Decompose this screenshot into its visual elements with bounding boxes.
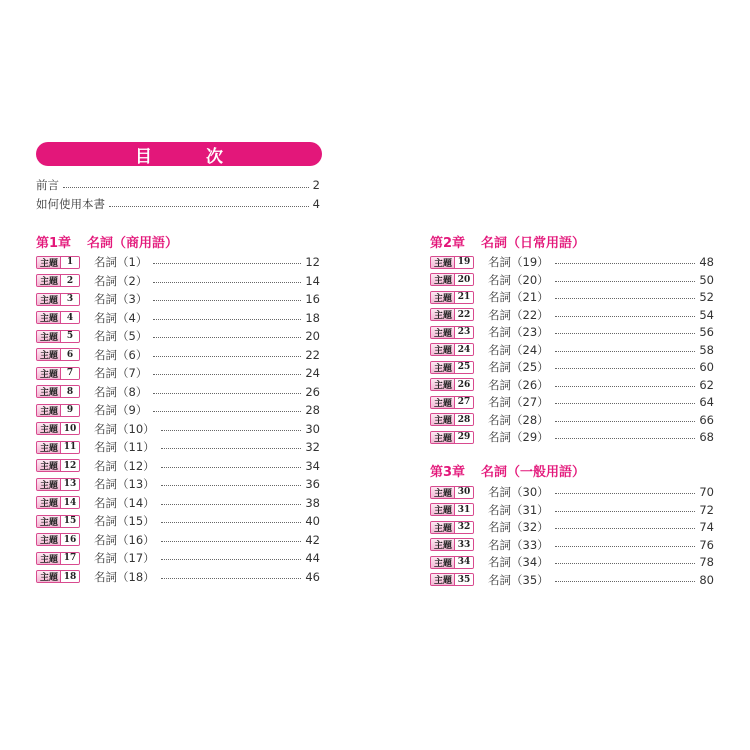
topic-badge-number: 35 (454, 574, 473, 585)
dot-leader (555, 546, 696, 547)
entry-title: 如何使用本書 (36, 197, 105, 211)
chapter-title: 名詞（一般用語） (481, 464, 586, 480)
topic-title: 名詞（7） (94, 366, 148, 380)
topic-badge (36, 478, 80, 491)
dot-leader (153, 356, 301, 357)
dot-leader (555, 421, 696, 422)
topic-badge-number: 22 (454, 309, 473, 320)
entry-page: 2 (312, 178, 320, 192)
topic-title: 名詞（15） (94, 514, 155, 528)
dot-leader (161, 578, 302, 579)
topic-badge (36, 348, 80, 361)
topic-badge (36, 311, 80, 324)
topic-row[interactable] (36, 310, 320, 326)
topic-badge (430, 413, 474, 426)
topic-badge-number: 5 (60, 331, 79, 342)
topic-title: 名詞（8） (94, 384, 148, 399)
topic-title: 名詞（1） (94, 255, 148, 269)
topic-page: 26 (305, 384, 320, 399)
topic-row[interactable] (36, 495, 320, 511)
topic-title: 名詞（10） (94, 421, 155, 436)
topic-page: 20 (305, 329, 320, 343)
entry-title: 前言 (36, 178, 59, 192)
topic-badge-number: 10 (60, 423, 79, 434)
topic-badge-label: 主題 (431, 327, 454, 338)
topic-badge-label: 主題 (431, 397, 454, 408)
topic-title: 名詞（4） (94, 310, 148, 325)
toc-heading-banner (36, 142, 322, 166)
topic-badge (430, 556, 474, 569)
topic-page: 48 (699, 255, 714, 269)
topic-title: 名詞（29） (488, 430, 549, 444)
dot-leader (555, 351, 696, 352)
topic-title: 名詞（22） (488, 307, 549, 322)
topic-badge-label: 主題 (431, 522, 454, 533)
topic-title: 名詞（30） (488, 485, 549, 499)
topic-badge-label: 主題 (431, 487, 454, 498)
chapter-title: 名詞（日常用語） (481, 235, 586, 251)
topic-title: 名詞（19） (488, 255, 549, 269)
topic-row[interactable] (36, 402, 320, 418)
topic-title: 名詞（3） (94, 292, 148, 306)
topic-badge-number: 3 (60, 294, 79, 305)
topic-badge-label: 主題 (431, 344, 454, 355)
topic-badge (430, 273, 474, 286)
chapter-heading (36, 231, 178, 251)
topic-list (36, 254, 320, 587)
dot-leader (161, 430, 302, 431)
topic-row[interactable] (36, 532, 320, 548)
topic-list (430, 254, 714, 447)
dot-leader (555, 281, 696, 282)
topic-page: 66 (699, 412, 714, 427)
topic-badge-number: 1 (60, 257, 79, 268)
topic-title: 名詞（34） (488, 555, 549, 569)
topic-badge-number: 25 (454, 362, 473, 373)
topic-title: 名詞（16） (94, 532, 155, 547)
topic-badge (36, 367, 80, 380)
front-matter-entry[interactable] (36, 195, 320, 213)
topic-row[interactable] (430, 289, 714, 305)
topic-row[interactable] (36, 273, 320, 289)
topic-title: 名詞（35） (488, 572, 549, 587)
topic-badge-label: 主題 (37, 368, 60, 379)
dot-leader (161, 559, 302, 560)
topic-page: 42 (305, 532, 320, 547)
dot-leader (153, 263, 301, 264)
dot-leader (555, 316, 696, 317)
topic-badge-number: 29 (454, 432, 473, 443)
topic-row[interactable] (430, 484, 714, 500)
dot-leader (555, 563, 696, 564)
topic-badge (430, 378, 474, 391)
chapter-number: 第2章 (430, 235, 466, 251)
topic-badge (36, 552, 80, 565)
topic-badge-label: 主題 (37, 405, 60, 416)
dot-leader (555, 368, 696, 369)
topic-badge (430, 431, 474, 444)
topic-page: 46 (305, 569, 320, 584)
topic-badge (36, 422, 80, 435)
topic-badge-label: 主題 (37, 571, 60, 582)
topic-page: 60 (699, 360, 714, 374)
topic-badge (36, 293, 80, 306)
topic-title: 名詞（24） (488, 342, 549, 357)
dot-leader (161, 448, 302, 449)
topic-page: 76 (699, 537, 714, 552)
topic-page: 24 (305, 366, 320, 380)
topic-badge-number: 27 (454, 397, 473, 408)
topic-badge-label: 主題 (37, 257, 60, 268)
topic-badge (36, 515, 80, 528)
topic-title: 名詞（11） (94, 440, 155, 454)
topic-title: 名詞（9） (94, 403, 148, 417)
topic-badge-label: 主題 (37, 423, 60, 434)
topic-badge-number: 31 (454, 504, 473, 515)
dot-leader (161, 522, 302, 523)
topic-badge (430, 326, 474, 339)
topic-row[interactable] (430, 519, 714, 535)
topic-page: 74 (699, 520, 714, 534)
topic-title: 名詞（6） (94, 347, 148, 362)
chapter-title: 名詞（商用語） (87, 235, 179, 251)
topic-row[interactable] (36, 328, 320, 344)
topic-badge (430, 538, 474, 551)
topic-badge-number: 21 (454, 292, 473, 303)
topic-row[interactable] (430, 502, 714, 518)
topic-page: 32 (305, 440, 320, 454)
topic-badge-label: 主題 (431, 309, 454, 320)
topic-row[interactable] (430, 307, 714, 323)
topic-list (430, 484, 714, 589)
topic-badge (430, 503, 474, 516)
topic-row[interactable] (36, 513, 320, 529)
topic-title: 名詞（2） (94, 273, 148, 288)
topic-badge-number: 20 (454, 274, 473, 285)
topic-badge-label: 主題 (37, 442, 60, 453)
topic-row[interactable] (430, 412, 714, 428)
topic-badge-number: 19 (454, 257, 473, 268)
topic-row[interactable] (430, 254, 714, 270)
topic-title: 名詞（23） (488, 325, 549, 339)
topic-badge-label: 主題 (431, 274, 454, 285)
topic-badge-label: 主題 (37, 553, 60, 564)
topic-title: 名詞（21） (488, 290, 549, 304)
topic-badge (36, 570, 80, 583)
chapter-number: 第1章 (36, 235, 72, 251)
topic-page: 16 (305, 292, 320, 306)
topic-badge-label: 主題 (431, 362, 454, 373)
topic-row[interactable] (430, 272, 714, 288)
topic-title: 名詞（5） (94, 329, 148, 343)
topic-badge (430, 361, 474, 374)
topic-row[interactable] (36, 254, 320, 270)
topic-badge-label: 主題 (431, 257, 454, 268)
topic-page: 12 (305, 255, 320, 269)
dot-leader (153, 374, 301, 375)
topic-badge (430, 396, 474, 409)
topic-badge-number: 6 (60, 349, 79, 360)
dot-leader (555, 581, 696, 582)
topic-title: 名詞（12） (94, 458, 155, 473)
topic-badge-number: 9 (60, 405, 79, 416)
dot-leader (153, 411, 301, 412)
toc-heading: 目 次 (135, 146, 247, 167)
topic-row[interactable] (430, 394, 714, 410)
dot-leader (555, 333, 696, 334)
dot-leader (555, 493, 696, 494)
topic-page: 38 (305, 495, 320, 510)
chapter-number: 第3章 (430, 464, 466, 480)
dot-leader (555, 298, 696, 299)
topic-badge-number: 18 (60, 571, 79, 582)
topic-badge-number: 28 (454, 414, 473, 425)
topic-page: 78 (699, 555, 714, 569)
topic-row[interactable] (36, 365, 320, 381)
topic-badge-label: 主題 (37, 479, 60, 490)
topic-title: 名詞（33） (488, 537, 549, 552)
dot-leader (555, 438, 696, 439)
topic-page: 80 (699, 572, 714, 587)
topic-page: 52 (699, 290, 714, 304)
topic-row[interactable] (430, 324, 714, 340)
dot-leader (161, 467, 302, 468)
topic-badge-label: 主題 (37, 497, 60, 508)
topic-badge-number: 8 (60, 386, 79, 397)
topic-badge (36, 274, 80, 287)
topic-badge-number: 26 (454, 379, 473, 390)
dot-leader (153, 282, 301, 283)
topic-page: 62 (699, 377, 714, 392)
topic-badge (36, 496, 80, 509)
front-matter-entry[interactable] (36, 176, 320, 194)
topic-row[interactable] (430, 537, 714, 553)
dot-leader (109, 206, 309, 207)
topic-badge (36, 330, 80, 343)
topic-badge (430, 486, 474, 499)
topic-row[interactable] (430, 554, 714, 570)
topic-row[interactable] (430, 429, 714, 445)
topic-row[interactable] (36, 458, 320, 474)
topic-badge-label: 主題 (431, 414, 454, 425)
chapter-heading (430, 231, 585, 251)
topic-badge-label: 主題 (431, 379, 454, 390)
topic-title: 名詞（31） (488, 502, 549, 517)
topic-page: 22 (305, 347, 320, 362)
topic-badge-number: 33 (454, 539, 473, 550)
topic-badge-label: 主題 (37, 516, 60, 527)
topic-badge-number: 14 (60, 497, 79, 508)
topic-page: 30 (305, 421, 320, 436)
dot-leader (153, 319, 301, 320)
topic-badge-number: 17 (60, 553, 79, 564)
dot-leader (555, 528, 696, 529)
topic-badge (36, 385, 80, 398)
topic-title: 名詞（28） (488, 412, 549, 427)
topic-title: 名詞（25） (488, 360, 549, 374)
topic-page: 36 (305, 477, 320, 491)
topic-badge (430, 256, 474, 269)
topic-page: 14 (305, 273, 320, 288)
topic-badge-label: 主題 (37, 534, 60, 545)
topic-badge-label: 主題 (37, 349, 60, 360)
dot-leader (555, 386, 696, 387)
topic-badge (36, 256, 80, 269)
topic-row[interactable] (36, 569, 320, 585)
topic-badge (36, 404, 80, 417)
dot-leader (555, 403, 696, 404)
topic-row[interactable] (36, 439, 320, 455)
topic-page: 44 (305, 551, 320, 565)
topic-title: 名詞（13） (94, 477, 155, 491)
topic-badge-label: 主題 (431, 574, 454, 585)
topic-page: 70 (699, 485, 714, 499)
topic-badge (430, 308, 474, 321)
topic-badge (430, 343, 474, 356)
topic-page: 50 (699, 272, 714, 287)
topic-title: 名詞（17） (94, 551, 155, 565)
topic-badge-number: 4 (60, 312, 79, 323)
dot-leader (153, 393, 301, 394)
topic-row[interactable] (36, 384, 320, 400)
topic-badge-number: 7 (60, 368, 79, 379)
topic-badge (36, 533, 80, 546)
topic-badge-label: 主題 (37, 386, 60, 397)
topic-badge-number: 23 (454, 327, 473, 338)
dot-leader (161, 485, 302, 486)
topic-badge-label: 主題 (431, 539, 454, 550)
topic-row[interactable] (36, 291, 320, 307)
topic-page: 40 (305, 514, 320, 528)
topic-badge (36, 459, 80, 472)
topic-badge (430, 521, 474, 534)
topic-page: 56 (699, 325, 714, 339)
topic-page: 54 (699, 307, 714, 322)
topic-badge-label: 主題 (37, 275, 60, 286)
topic-badge-label: 主題 (431, 432, 454, 443)
topic-badge-number: 15 (60, 516, 79, 527)
topic-badge-label: 主題 (37, 294, 60, 305)
topic-row[interactable] (430, 342, 714, 358)
topic-badge-number: 24 (454, 344, 473, 355)
topic-page: 64 (699, 395, 714, 409)
topic-badge-number: 34 (454, 557, 473, 568)
topic-badge-number: 32 (454, 522, 473, 533)
chapter-heading (430, 460, 585, 480)
topic-title: 名詞（26） (488, 377, 549, 392)
topic-title: 名詞（20） (488, 272, 549, 287)
topic-page: 18 (305, 310, 320, 325)
topic-row[interactable] (430, 572, 714, 588)
topic-row[interactable] (430, 359, 714, 375)
dot-leader (153, 300, 301, 301)
entry-page: 4 (312, 197, 320, 211)
topic-row[interactable] (36, 550, 320, 566)
topic-title: 名詞（14） (94, 495, 155, 510)
topic-badge (430, 291, 474, 304)
topic-badge-label: 主題 (37, 312, 60, 323)
topic-page: 58 (699, 342, 714, 357)
topic-badge-number: 11 (60, 442, 79, 453)
dot-leader (161, 541, 302, 542)
topic-badge-label: 主題 (431, 504, 454, 515)
topic-row[interactable] (36, 347, 320, 363)
topic-badge-label: 主題 (37, 460, 60, 471)
topic-badge (430, 573, 474, 586)
topic-badge-label: 主題 (431, 292, 454, 303)
topic-page: 28 (305, 403, 320, 417)
topic-row[interactable] (36, 421, 320, 437)
topic-row[interactable] (36, 476, 320, 492)
dot-leader (555, 511, 696, 512)
topic-badge-label: 主題 (431, 557, 454, 568)
dot-leader (153, 337, 301, 338)
topic-title: 名詞（32） (488, 520, 549, 534)
topic-badge-label: 主題 (37, 331, 60, 342)
topic-badge-number: 16 (60, 534, 79, 545)
topic-page: 34 (305, 458, 320, 473)
topic-page: 68 (699, 430, 714, 444)
dot-leader (63, 187, 309, 188)
topic-badge-number: 2 (60, 275, 79, 286)
topic-row[interactable] (430, 377, 714, 393)
topic-title: 名詞（27） (488, 395, 549, 409)
topic-page: 72 (699, 502, 714, 517)
topic-badge (36, 441, 80, 454)
topic-badge-number: 12 (60, 460, 79, 471)
topic-title: 名詞（18） (94, 569, 155, 584)
dot-leader (555, 263, 696, 264)
topic-badge-number: 30 (454, 487, 473, 498)
topic-badge-number: 13 (60, 479, 79, 490)
dot-leader (161, 504, 302, 505)
